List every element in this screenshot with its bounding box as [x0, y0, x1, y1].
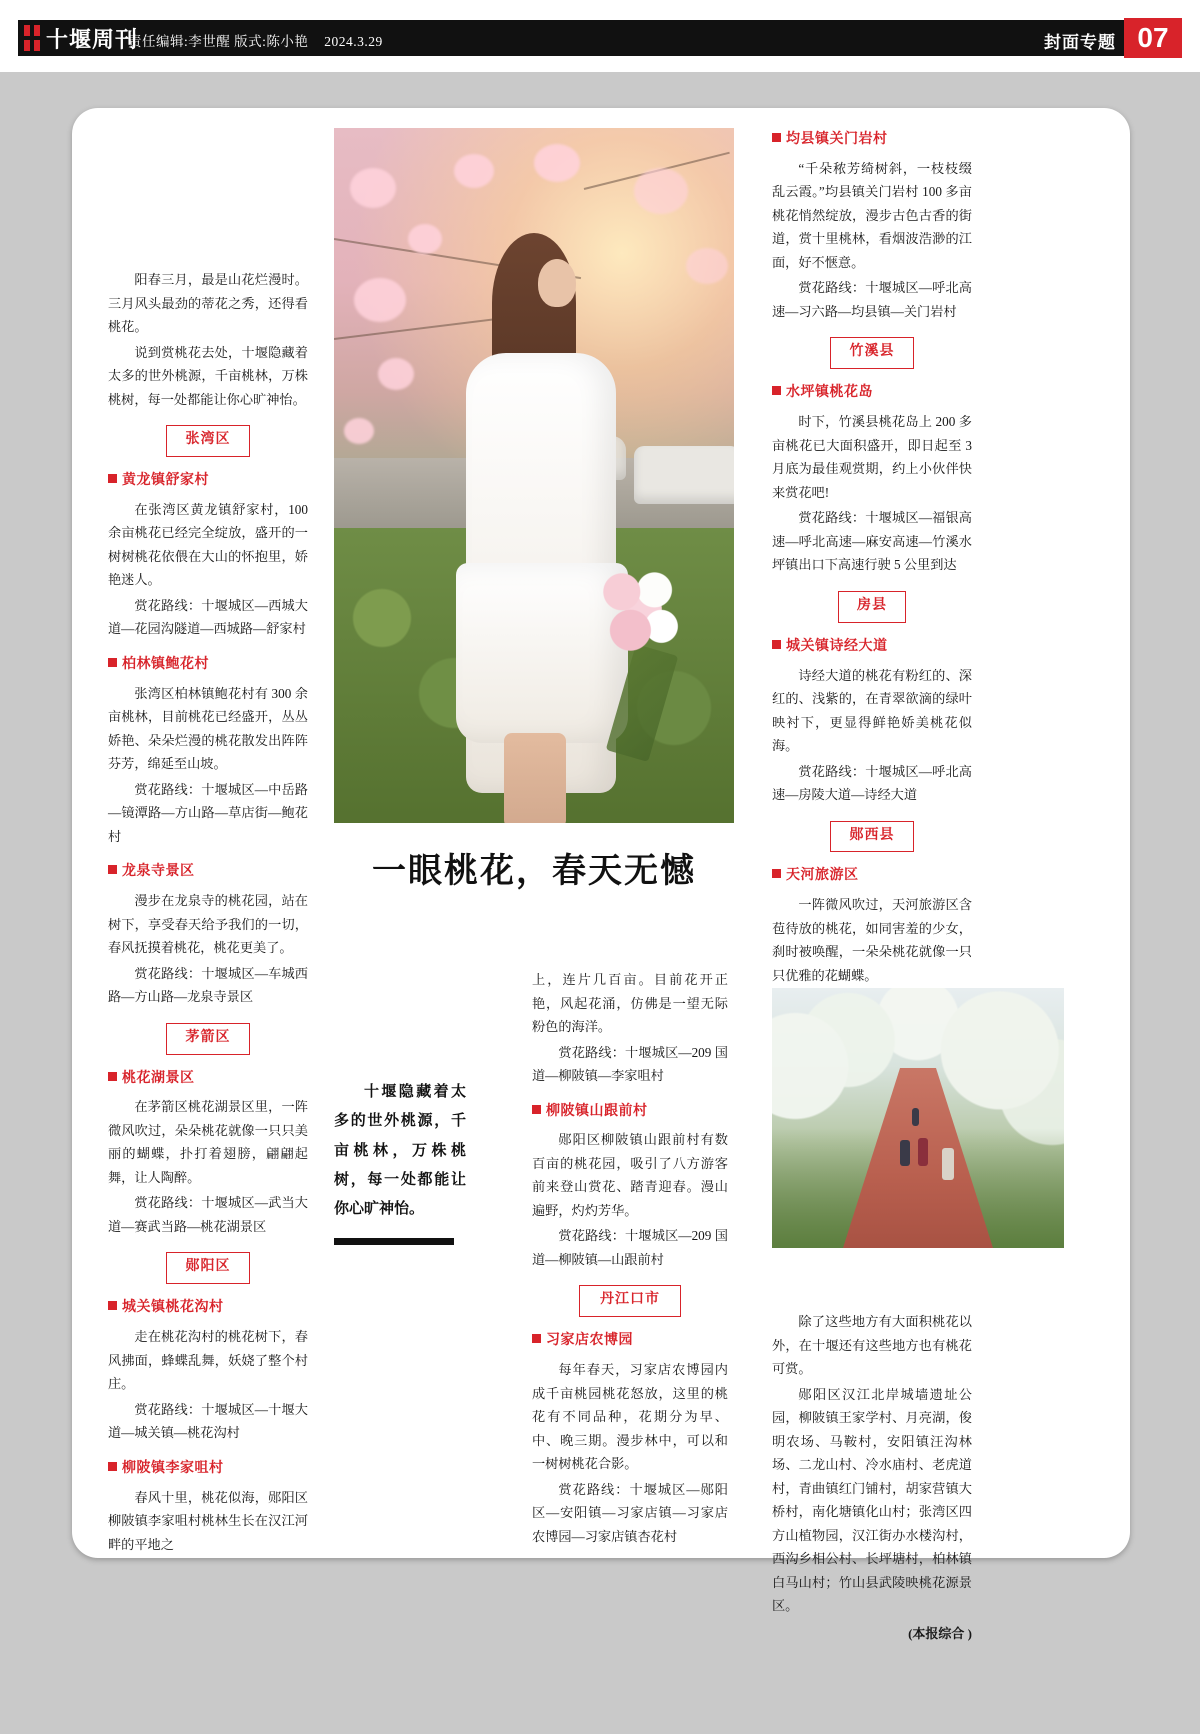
village-route: 赏花路线：十堰城区—郧阳区—安阳镇—习家店镇—习家店农博园—习家店镇杏花村 [532, 1481, 728, 1544]
photo-blossom [344, 418, 374, 444]
bullet-square-icon [108, 1301, 117, 1310]
village-label: 龙泉寺景区 [122, 864, 195, 880]
photo-car [634, 446, 734, 504]
village-heading [772, 635, 972, 660]
village-body: “千朵秾芳绮树斜，一枝枝缀乱云霞。”均县镇关门岩村 100 多亩桃花悄然绽放，漫步古色古香的街道，赏十里桃林，看烟波浩渺的江面，好不惬意。 [772, 160, 972, 270]
village-body: 张湾区柏林镇鲍花村有 300 余亩桃林，目前桃花已经盛开，丛丛娇艳、朵朵烂漫的桃花散发出阵阵芬芳，绵延至山坡。 [108, 685, 308, 772]
village-body: 时下，竹溪县桃花岛上 200 多亩桃花已大面积盛开，即日起至 3 月底为最佳观赏期，约上小伙伴快来赏花吧! [772, 414, 972, 500]
logo-mark-icon [24, 25, 40, 51]
bullet-square-icon [108, 658, 117, 667]
village-route: 赏花路线：十堰城区—西城大道—花园沟隧道—西城路—舒家村 [108, 597, 308, 637]
village-label: 城关镇诗经大道 [786, 638, 888, 654]
page-sheet [72, 108, 1130, 1641]
photo-bouquet [596, 563, 682, 659]
photo-blossom [454, 154, 494, 188]
bullet-square-icon [108, 1462, 117, 1471]
bullet-square-icon [532, 1334, 541, 1343]
county-heading-fangxian: 房县 [838, 591, 906, 623]
village-body: 一阵微风吹过，天河旅游区含苞待放的桃花，如同害羞的少女，刹时被唤醒，一朵朵桃花就像一只只优雅的花蝴蝶。 [772, 897, 972, 983]
bullet-square-icon [772, 640, 781, 649]
photo2-person [912, 1108, 919, 1126]
section-title: 封面专题 [1044, 33, 1116, 52]
photo-blossom [354, 278, 406, 322]
main-photo-peach-blossom [334, 128, 734, 823]
county-heading-maojian: 茅箭区 [166, 1023, 250, 1055]
village-route: 赏花路线：十堰城区—呼北高速—习六路—均县镇—关门岩村 [772, 280, 972, 319]
masthead-credits [128, 30, 383, 50]
village-heading [108, 469, 308, 494]
village-route: 赏花路线：十堰城区—中岳路—镜潭路—方山路—草店街—鲍花村 [108, 781, 308, 844]
village-body: 每年春天，习家店农博园内成千亩桃园桃花怒放，这里的桃花有不同品种，花期分为早、中、晚三期。漫步林中，可以和一树树桃花合影。 [532, 1362, 728, 1472]
photo2-person [942, 1148, 954, 1180]
village-body: 在张湾区黄龙镇舒家村，100 余亩桃花已经完全绽放，盛开的一树树桃花依偎在大山的怀抱里，娇艳迷人。 [108, 501, 308, 588]
bullet-square-icon [108, 474, 117, 483]
continued-route: 赏花路线：十堰城区—209 国道—柳陂镇—李家咀村 [532, 1044, 728, 1083]
continued-paragraph: 上，连片几百亩。目前花开正艳，风起花涌，仿佛是一望无际粉色的海洋。 [532, 972, 728, 1034]
photo2-person [900, 1140, 910, 1166]
photo-blossom [534, 144, 580, 182]
closing-paragraph: 郧阳区汉江北岸城墙遗址公园，柳陂镇王家学村、月亮湖，俊明农场、马鞍村，安阳镇汪沟林场、二龙山村、冷水庙村、老虎道村，青曲镇红门铺村，胡家营镇大桥村，南化塘镇化山村；张湾区四方山植物园，汉江街办水楼沟村，西沟乡相公村、长坪塘村，柏林镇白马山村；竹山县武陵映桃花源景区。 [772, 1386, 972, 1614]
masthead [0, 0, 1200, 72]
county-heading-danjiangkou: 丹江口市 [579, 1285, 681, 1317]
village-label: 均县镇关门岩村 [786, 132, 888, 147]
village-heading [772, 128, 972, 153]
village-label: 天河旅游区 [786, 868, 859, 884]
editor-credit: 责任编辑:李世醒 版式:陈小艳 [128, 34, 309, 49]
village-route: 赏花路线：十堰城区—呼北高速—房陵大道—诗经大道 [772, 763, 972, 803]
village-heading [532, 1329, 728, 1354]
photo-blossom [634, 168, 688, 214]
village-route: 赏花路线：十堰城区—武当大道—赛武当路—桃花湖景区 [108, 1195, 308, 1234]
intro-paragraph: 阳春三月，最是山花烂漫时。三月风头最劲的蒂花之秀，还得看桃花。 [108, 272, 308, 334]
pull-quote-rule [334, 1238, 454, 1245]
village-route: 赏花路线：十堰城区—209 国道—柳陂镇—山跟前村 [532, 1228, 728, 1267]
village-heading [772, 864, 972, 889]
intro-paragraph: 说到赏桃花去处，十堰隐藏着太多的世外桃源，千亩桃林，万株桃树，每一处都能让你心旷神怡。 [108, 344, 308, 407]
secondary-photo-blossom-path [772, 988, 1064, 1248]
village-label: 习家店农博园 [546, 1333, 633, 1349]
page-number-badge: 07 [1124, 18, 1182, 58]
village-heading [108, 860, 308, 885]
bullet-square-icon [772, 869, 781, 878]
village-body: 走在桃花沟村的桃花树下，春风拂面，蜂蝶乱舞，妖娆了整个村庄。 [108, 1329, 308, 1392]
village-label: 桃花湖景区 [122, 1070, 195, 1086]
left-column [108, 268, 308, 1558]
article-headline: 一眼桃花，春天无憾 [372, 853, 696, 890]
bullet-square-icon [108, 1072, 117, 1081]
photo-blossom [408, 224, 442, 254]
village-label: 柳陂镇山跟前村 [546, 1103, 648, 1119]
issue-date: 2024.3.29 [324, 34, 383, 49]
bullet-square-icon [532, 1105, 541, 1114]
village-heading [772, 381, 972, 406]
bullet-square-icon [772, 386, 781, 395]
photo-legs [504, 733, 566, 823]
village-route: 赏花路线：十堰城区—十堰大道—城关镇—桃花沟村 [108, 1401, 308, 1441]
village-body: 在茅箭区桃花湖景区里，一阵微风吹过，朵朵桃花就像一只只美丽的蝴蝶，扑打着翅膀，翩翩起舞，让人陶醉。 [108, 1099, 308, 1185]
county-heading-zhangwan: 张湾区 [166, 425, 250, 457]
pull-quote-text: 十堰隐藏着太多的世外桃源，千亩桃林，万株桃树，每一处都能让你心旷神怡。 [334, 1084, 466, 1217]
village-heading [108, 653, 308, 678]
village-route: 赏花路线：十堰城区—车城西路—方山路—龙泉寺景区 [108, 965, 308, 1005]
photo-blossom [350, 168, 396, 208]
county-heading-yunxi: 郧西县 [830, 821, 914, 853]
village-body: 漫步在龙泉寺的桃花园，站在树下，享受春天给予我们的一切，春风抚摸着桃花，桃花更美了。 [108, 893, 308, 956]
right-column [772, 128, 972, 1658]
village-label: 黄龙镇舒家村 [122, 472, 209, 488]
village-body: 诗经大道的桃花有粉红的、深红的、浅紫的，在青翠欲滴的绿叶映衬下，更显得鲜艳娇美桃花似海。 [772, 667, 972, 754]
village-label: 柏林镇鲍花村 [122, 656, 209, 672]
photo-blossom [378, 358, 414, 390]
publication-name: 十堰周刊 [46, 26, 139, 52]
village-body: 春风十里，桃花似海，郧阳区柳陂镇李家咀村桃林生长在汉江河畔的平地之 [108, 1489, 308, 1552]
village-heading [532, 1100, 728, 1125]
photo-face [538, 259, 576, 307]
bullet-square-icon [772, 133, 781, 142]
photo-blossom [686, 248, 728, 284]
article-credit: (本报综合 ) [908, 1625, 972, 1641]
pull-quote [334, 1078, 466, 1245]
county-heading-zhuxi: 竹溪县 [830, 337, 914, 369]
village-heading [108, 1457, 308, 1482]
village-route: 赏花路线：十堰城区—福银高速—呼北高速—麻安高速—竹溪水坪镇出口下高速行驶 5 公里到达 [772, 510, 972, 573]
village-label: 水坪镇桃花岛 [786, 385, 873, 401]
village-label: 柳陂镇李家咀村 [122, 1460, 224, 1476]
village-label: 城关镇桃花沟村 [122, 1300, 224, 1316]
village-heading [108, 1296, 308, 1321]
county-heading-yunyang: 郧阳区 [166, 1252, 250, 1284]
middle-column [532, 968, 728, 1550]
photo2-person [918, 1138, 928, 1166]
photo-woman [452, 233, 622, 823]
bullet-square-icon [108, 865, 117, 874]
village-body: 郧阳区柳陂镇山跟前村有数百亩的桃花园，吸引了八方游客前来登山赏花、踏青迎春。漫山遍野，灼灼芳华。 [532, 1132, 728, 1218]
village-heading [108, 1067, 308, 1092]
closing-paragraph: 除了这些地方有大面积桃花以外，在十堰还有这些地方也有桃花可赏。 [772, 1314, 972, 1377]
